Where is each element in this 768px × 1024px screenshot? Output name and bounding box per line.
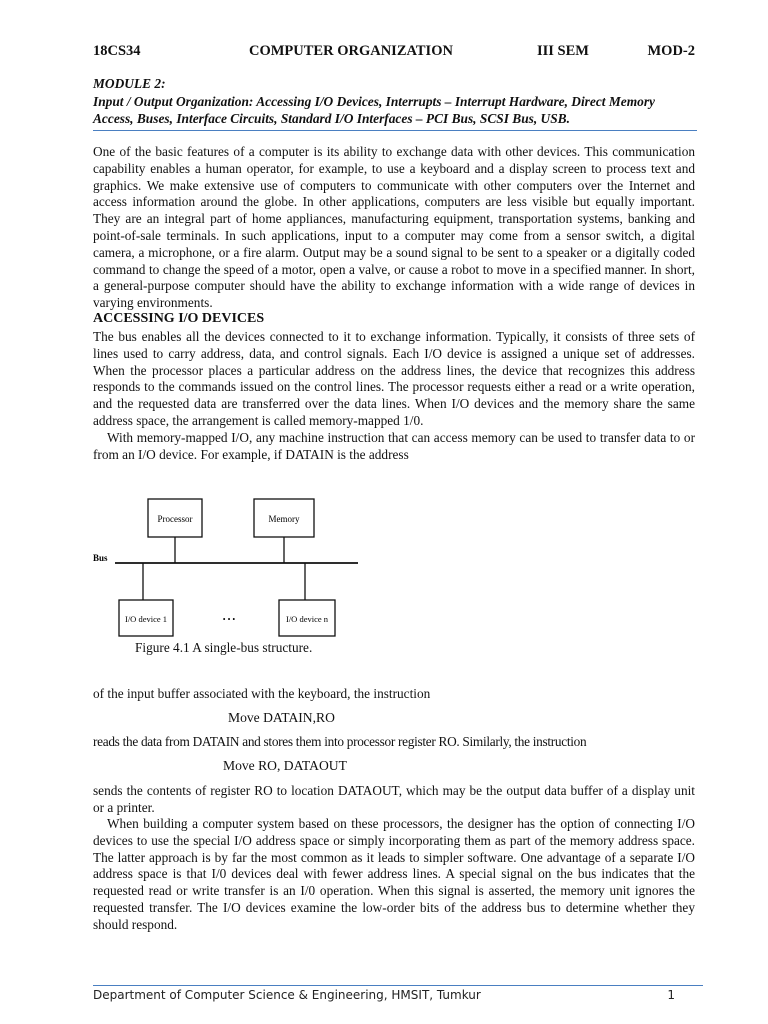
page-footer	[93, 988, 675, 1002]
course-code: 18CS34	[93, 43, 141, 59]
after-line-3: sends the contents of register RO to location DATAOUT, which may be the output data buffer of a display unit or a printer.	[93, 783, 695, 815]
figure-caption: Figure 4.1 A single-bus structure.	[135, 640, 313, 655]
single-bus-diagram	[93, 495, 363, 640]
after-paragraph-3: When building a computer system based on these processors, the designer has the option of connecting I/O devices to use the special I/O address space or simply incorporating them as part of the memory address space. The latter approach is by far the most common as it leads to simpler software. One advantage of a separate I/O address space is that I/0 devices deal with fewer address lines. A special signal on the bus indicates that the requested read or write transfer is an I/0 operation. When this signal is asserted, the memory unit ignores the requested transfer. The I/O devices examine the low-order bits of the address bus to determine whether they should respond.	[93, 816, 695, 932]
page-number: 1	[667, 988, 675, 1002]
module-title	[93, 75, 695, 128]
section-heading: ACCESSING I/O DEVICES	[93, 311, 265, 326]
instruction-2: Move RO, DATAOUT	[223, 758, 347, 773]
footer-department: Department of Computer Science & Engineering, HMSIT, Tumkur	[93, 988, 481, 1002]
intro-paragraph: One of the basic features of a computer is its ability to exchange data with other devices. This communication capability enables a human operator, for example, to use a keyboard and a display screen to process text and graphics. We make extensive use of computers to communicate with other computers over the Internet and access information around the globe. In other applications, computers are less visible but equally important. They are an integral part of home appliances, manufacturing equipment, transportation systems, banking and point-of-sale terminals. In such applications, input to a computer may come from a sensor switch, a digital camera, a microphone, or a fire alarm. Output may be a sound signal to be sent to a speaker or a digitally coded command to change the speed of a motor, open a valve, or cause a robot to move in a specified manner. In short, a general-purpose computer should have the ability to exchange information with a wide range of devices in varying environments.	[93, 144, 695, 311]
bus-label: Bus	[93, 553, 108, 563]
memory-label: Memory	[268, 514, 300, 524]
module-topics: Input / Output Organization: Accessing I/O Devices, Interrupts – Interrupt Hardware, Direct Memory Access, Buses, Interface Circuits, Standard I/O Interfaces – PCI Bus, SCSI Bus, USB.	[93, 93, 655, 126]
module-label: MODULE 2:	[93, 76, 166, 91]
module-tag: MOD-2	[647, 43, 695, 59]
processor-label: Processor	[157, 514, 193, 524]
semester: III SEM	[537, 43, 589, 59]
io-device-n-label: I/O device n	[285, 614, 329, 624]
after-line-1: of the input buffer associated with the keyboard, the instruction	[93, 686, 431, 701]
header-rule	[93, 130, 697, 131]
course-title: COMPUTER ORGANIZATION	[249, 43, 453, 59]
after-line-2: reads the data from DATAIN and stores them into processor register RO. Similarly, the instruction	[93, 734, 587, 749]
io-device-1-label: I/O device 1	[124, 614, 168, 624]
ellipsis: • • •	[222, 615, 236, 624]
section-paragraph-2: With memory-mapped I/O, any machine instruction that can access memory can be used to transfer data to or from an I/O device. For example, if DATAIN is the address	[93, 430, 695, 462]
footer-rule	[93, 985, 703, 986]
instruction-1: Move DATAIN,RO	[228, 710, 335, 725]
section-paragraph-1: The bus enables all the devices connected to it to exchange information. Typically, it consists of three sets of lines used to carry address, data, and control signals. Each I/O device is assigned a unique set of addresses. When the processor places a particular address on the address lines, the device that recognizes this address responds to the commands issued on the control lines. The processor requests either a read or a write operation, and the requested data are transferred over the data lines. When I/O devices and the memory share the same address space, the arrangement is called memory-mapped 1/0.	[93, 329, 695, 428]
